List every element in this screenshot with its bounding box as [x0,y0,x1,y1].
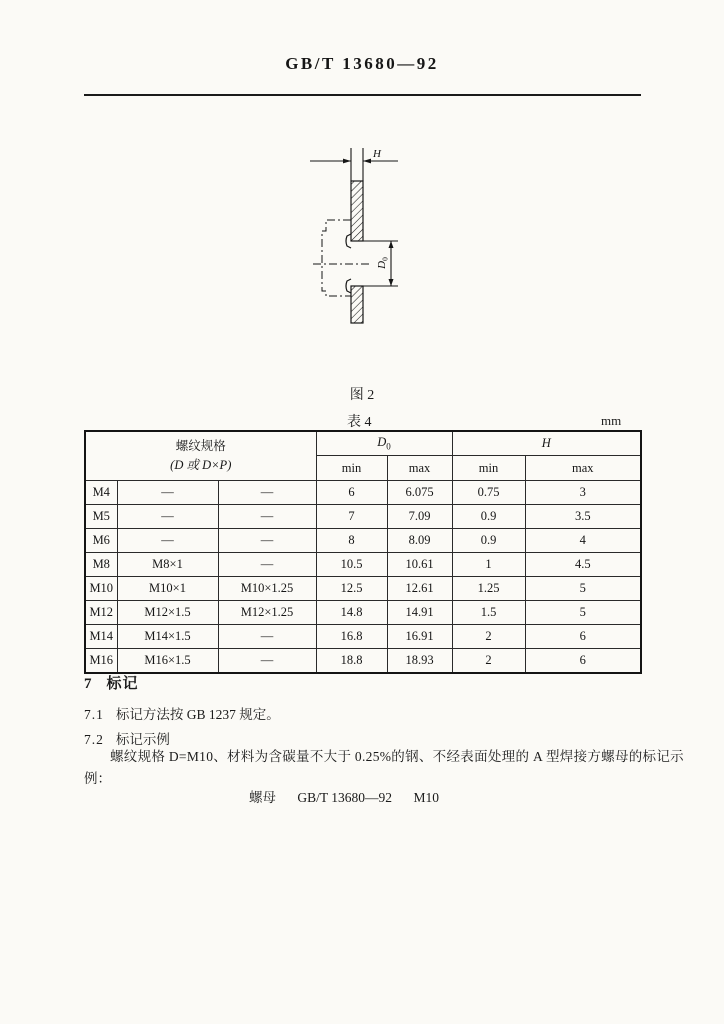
example-size: M10 [413,790,439,805]
d0-max-cell: 12.61 [387,577,452,601]
h-max-header: max [525,456,641,481]
d0-min-cell: 18.8 [316,649,387,674]
fine-pitch-1-cell: — [117,481,218,505]
clause-7-1 [84,703,280,723]
figure-2-drawing [293,136,463,371]
fine-pitch-1-cell: — [117,529,218,553]
h-min-cell: 2 [452,625,525,649]
table-row [85,625,641,649]
thread-size-cell: M14 [85,625,117,649]
table-row [85,505,641,529]
clause-text: 标记示例 [115,732,170,747]
clause-number: 7.1 [84,707,104,722]
d0-min-cell: 10.5 [316,553,387,577]
table-row [85,481,641,505]
table-caption: 表 4 [347,415,372,430]
h-min-cell: 1.5 [452,601,525,625]
designation-paragraph-line1: 螺纹规格 D=M10、材料为含碳量不大于 0.25%的钢、不经表面处理的 A 型焊接方螺母的标记示 [110,749,684,764]
thread-size-cell: M6 [85,529,117,553]
h-min-cell: 1 [452,553,525,577]
h-min-cell: 1.25 [452,577,525,601]
d0-min-header: min [316,456,387,481]
doc-number: GB/T 13680—92 [285,54,439,73]
d0-max-cell: 18.93 [387,649,452,674]
table-row [85,553,641,577]
fine-pitch-1-cell: — [117,505,218,529]
h-header-cell: H [452,431,641,456]
example-standard: GB/T 13680—92 [297,790,393,805]
thread-size-cell: M8 [85,553,117,577]
table-4 [84,430,642,674]
figure-caption: 图 2 [349,388,375,403]
fine-pitch-1-cell: M16×1.5 [117,649,218,674]
h-max-cell: 6 [525,649,641,674]
fine-pitch-2-cell: M12×1.25 [218,601,316,625]
fine-pitch-2-cell: — [218,481,316,505]
plate-face-extension-lines [351,148,363,181]
clause-text: 标记方法按 GB 1237 规定。 [115,707,280,722]
section-number: 7 [84,676,93,692]
designation-paragraph-line2: 例： [84,771,111,786]
d0-header-cell: $D_0$ [316,431,452,456]
fine-pitch-1-cell: M14×1.5 [117,625,218,649]
h-min-cell: 2 [452,649,525,674]
fine-pitch-2-cell: — [218,649,316,674]
dimension-d [389,241,394,286]
d0-min-cell: 14.8 [316,601,387,625]
dimension-h [310,159,398,164]
fine-pitch-2-cell: M10×1.25 [218,577,316,601]
table-row [85,601,641,625]
d0-max-cell: 8.09 [387,529,452,553]
thread-size-cell: M10 [85,577,117,601]
d0-min-cell: 6 [316,481,387,505]
fine-pitch-2-cell: — [218,529,316,553]
h-min-header: min [452,456,525,481]
fine-pitch-1-cell: M10×1 [117,577,218,601]
d0-max-cell: 10.61 [387,553,452,577]
d0-min-cell: 8 [316,529,387,553]
plate-section [351,181,363,323]
h-max-cell: 4.5 [525,553,641,577]
unit-label: mm [601,413,622,428]
d0-max-cell: 7.09 [387,505,452,529]
header-rule [84,94,641,96]
h-min-cell: 0.75 [452,481,525,505]
table-row [85,577,641,601]
d0-max-header: max [387,456,452,481]
designation-example [84,786,604,806]
h-max-cell: 4 [525,529,641,553]
h-min-cell: 0.9 [452,529,525,553]
thread-size-cell: M4 [85,481,117,505]
fine-pitch-2-cell: — [218,505,316,529]
table-row [85,529,641,553]
d0-min-cell: 7 [316,505,387,529]
d0-min-cell: 12.5 [316,577,387,601]
h-max-cell: 5 [525,601,641,625]
spec-header-line2: (D 或 D×P) [170,458,232,472]
d0-max-cell: 16.91 [387,625,452,649]
d0-min-cell: 16.8 [316,625,387,649]
dimension-h-label: H [373,148,381,160]
d0-max-cell: 14.91 [387,601,452,625]
h-max-cell: 5 [525,577,641,601]
example-word: 螺母 [249,790,277,805]
thread-size-cell: M12 [85,601,117,625]
h-max-cell: 3 [525,481,641,505]
fine-pitch-1-cell: M8×1 [117,553,218,577]
fine-pitch-2-cell: — [218,553,316,577]
fine-pitch-1-cell: M12×1.5 [117,601,218,625]
clause-number: 7.2 [84,732,104,747]
spec-header-cell [85,431,316,481]
fine-pitch-2-cell: — [218,625,316,649]
table-body [85,481,641,674]
thread-size-cell: M5 [85,505,117,529]
d0-max-cell: 6.075 [387,481,452,505]
h-min-cell: 0.9 [452,505,525,529]
section-7-heading [84,672,139,693]
dimension-d-label: $D_0$ [376,257,390,269]
thread-size-cell: M16 [85,649,117,674]
spec-header-line1: 螺纹规格 [175,438,226,453]
table-row [85,649,641,674]
h-max-cell: 3.5 [525,505,641,529]
section-title: 标记 [106,676,139,692]
h-max-cell: 6 [525,625,641,649]
